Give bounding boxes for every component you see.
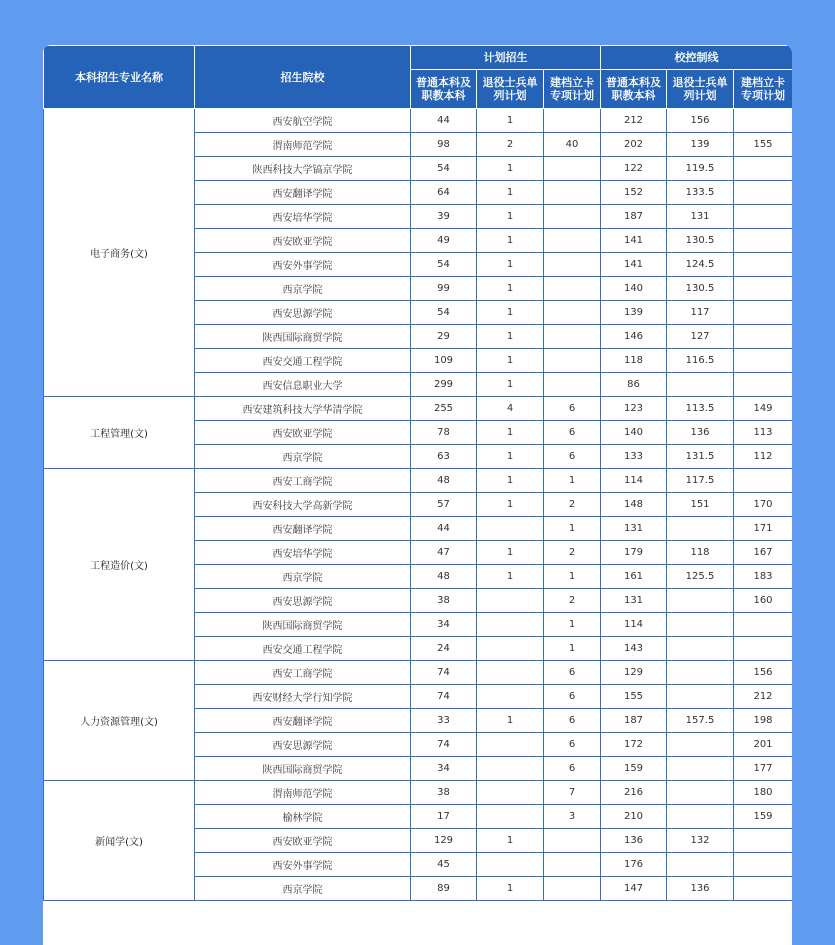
school-cell: 西安思源学院 xyxy=(195,589,411,613)
control-regular-cell: 114 xyxy=(601,469,667,493)
plan-regular-cell: 49 xyxy=(411,229,477,253)
control-regular-cell: 140 xyxy=(601,277,667,301)
table-header xyxy=(44,46,793,109)
header-control-group: 校控制线 xyxy=(601,46,793,70)
plan-veteran-cell: 1 xyxy=(477,541,544,565)
control-poverty-cell: 113 xyxy=(734,421,793,445)
header-plan-poverty: 建档立卡 专项计划 xyxy=(544,70,601,109)
control-regular-cell: 147 xyxy=(601,877,667,901)
school-cell: 西京学院 xyxy=(195,277,411,301)
plan-regular-cell: 48 xyxy=(411,565,477,589)
school-cell: 西安翻译学院 xyxy=(195,517,411,541)
plan-regular-cell: 109 xyxy=(411,349,477,373)
control-veteran-cell xyxy=(667,517,734,541)
control-regular-cell: 136 xyxy=(601,829,667,853)
school-cell: 西安外事学院 xyxy=(195,853,411,877)
control-regular-cell: 114 xyxy=(601,613,667,637)
control-regular-cell: 155 xyxy=(601,685,667,709)
plan-veteran-cell: 1 xyxy=(477,277,544,301)
control-veteran-cell xyxy=(667,805,734,829)
plan-veteran-cell xyxy=(477,781,544,805)
control-poverty-cell xyxy=(734,853,793,877)
control-veteran-cell: 133.5 xyxy=(667,181,734,205)
plan-veteran-cell: 1 xyxy=(477,373,544,397)
plan-regular-cell: 33 xyxy=(411,709,477,733)
control-regular-cell: 143 xyxy=(601,637,667,661)
plan-poverty-cell: 7 xyxy=(544,781,601,805)
major-cell: 工程造价(文) xyxy=(44,469,195,661)
plan-veteran-cell: 1 xyxy=(477,709,544,733)
school-cell: 西安外事学院 xyxy=(195,253,411,277)
school-cell: 陕西国际商贸学院 xyxy=(195,613,411,637)
plan-veteran-cell xyxy=(477,589,544,613)
control-veteran-cell: 130.5 xyxy=(667,229,734,253)
school-cell: 西安翻译学院 xyxy=(195,709,411,733)
plan-poverty-cell xyxy=(544,373,601,397)
plan-regular-cell: 29 xyxy=(411,325,477,349)
plan-veteran-cell: 1 xyxy=(477,469,544,493)
plan-veteran-cell: 2 xyxy=(477,133,544,157)
control-veteran-cell: 131.5 xyxy=(667,445,734,469)
control-poverty-cell: 170 xyxy=(734,493,793,517)
plan-regular-cell: 74 xyxy=(411,685,477,709)
control-regular-cell: 187 xyxy=(601,709,667,733)
plan-regular-cell: 54 xyxy=(411,253,477,277)
plan-poverty-cell xyxy=(544,253,601,277)
control-regular-cell: 123 xyxy=(601,397,667,421)
plan-poverty-cell: 1 xyxy=(544,613,601,637)
control-veteran-cell: 151 xyxy=(667,493,734,517)
plan-regular-cell: 57 xyxy=(411,493,477,517)
control-veteran-cell: 156 xyxy=(667,109,734,133)
control-veteran-cell xyxy=(667,781,734,805)
plan-regular-cell: 89 xyxy=(411,877,477,901)
plan-regular-cell: 45 xyxy=(411,853,477,877)
control-poverty-cell xyxy=(734,637,793,661)
plan-poverty-cell xyxy=(544,109,601,133)
control-veteran-cell: 113.5 xyxy=(667,397,734,421)
control-poverty-cell xyxy=(734,205,793,229)
school-cell: 西京学院 xyxy=(195,445,411,469)
control-veteran-cell: 139 xyxy=(667,133,734,157)
school-cell: 西安培华学院 xyxy=(195,541,411,565)
table-row xyxy=(44,397,793,421)
control-poverty-cell: 180 xyxy=(734,781,793,805)
control-veteran-cell: 119.5 xyxy=(667,157,734,181)
plan-poverty-cell: 40 xyxy=(544,133,601,157)
header-control-poverty: 建档立卡 专项计划 xyxy=(734,70,793,109)
control-regular-cell: 122 xyxy=(601,157,667,181)
plan-poverty-cell: 1 xyxy=(544,469,601,493)
control-regular-cell: 216 xyxy=(601,781,667,805)
plan-regular-cell: 78 xyxy=(411,421,477,445)
control-veteran-cell: 118 xyxy=(667,541,734,565)
control-poverty-cell: 160 xyxy=(734,589,793,613)
control-poverty-cell xyxy=(734,877,793,901)
control-regular-cell: 202 xyxy=(601,133,667,157)
plan-poverty-cell: 6 xyxy=(544,709,601,733)
header-plan-regular: 普通本科及 职教本科 xyxy=(411,70,477,109)
control-poverty-cell: 149 xyxy=(734,397,793,421)
control-regular-cell: 129 xyxy=(601,661,667,685)
control-regular-cell: 179 xyxy=(601,541,667,565)
header-control-veteran: 退役士兵单 列计划 xyxy=(667,70,734,109)
plan-poverty-cell xyxy=(544,157,601,181)
control-poverty-cell: 177 xyxy=(734,757,793,781)
control-poverty-cell: 212 xyxy=(734,685,793,709)
table-row xyxy=(44,109,793,133)
control-poverty-cell: 155 xyxy=(734,133,793,157)
plan-regular-cell: 299 xyxy=(411,373,477,397)
plan-veteran-cell xyxy=(477,517,544,541)
control-regular-cell: 133 xyxy=(601,445,667,469)
control-regular-cell: 210 xyxy=(601,805,667,829)
control-poverty-cell xyxy=(734,301,793,325)
control-poverty-cell xyxy=(734,469,793,493)
control-regular-cell: 131 xyxy=(601,589,667,613)
plan-veteran-cell: 1 xyxy=(477,829,544,853)
plan-poverty-cell xyxy=(544,349,601,373)
plan-regular-cell: 255 xyxy=(411,397,477,421)
plan-regular-cell: 64 xyxy=(411,181,477,205)
table-row xyxy=(44,469,793,493)
school-cell: 西安财经大学行知学院 xyxy=(195,685,411,709)
control-regular-cell: 146 xyxy=(601,325,667,349)
plan-regular-cell: 98 xyxy=(411,133,477,157)
school-cell: 渭南师范学院 xyxy=(195,781,411,805)
admission-table xyxy=(43,45,792,901)
school-cell: 榆林学院 xyxy=(195,805,411,829)
control-poverty-cell: 159 xyxy=(734,805,793,829)
plan-poverty-cell: 1 xyxy=(544,637,601,661)
plan-poverty-cell xyxy=(544,181,601,205)
plan-regular-cell: 54 xyxy=(411,157,477,181)
plan-veteran-cell xyxy=(477,757,544,781)
school-cell: 西安交通工程学院 xyxy=(195,637,411,661)
plan-veteran-cell: 1 xyxy=(477,205,544,229)
control-veteran-cell: 117.5 xyxy=(667,469,734,493)
plan-veteran-cell: 1 xyxy=(477,253,544,277)
control-veteran-cell: 157.5 xyxy=(667,709,734,733)
plan-poverty-cell xyxy=(544,853,601,877)
plan-veteran-cell: 1 xyxy=(477,325,544,349)
major-cell: 电子商务(文) xyxy=(44,109,195,397)
table-body xyxy=(44,109,793,901)
control-veteran-cell: 132 xyxy=(667,829,734,853)
plan-veteran-cell: 1 xyxy=(477,493,544,517)
control-poverty-cell xyxy=(734,373,793,397)
admission-table-card xyxy=(43,45,792,945)
table-row xyxy=(44,661,793,685)
control-poverty-cell: 112 xyxy=(734,445,793,469)
table-row xyxy=(44,781,793,805)
control-veteran-cell xyxy=(667,637,734,661)
plan-regular-cell: 38 xyxy=(411,589,477,613)
plan-regular-cell: 38 xyxy=(411,781,477,805)
plan-veteran-cell: 1 xyxy=(477,157,544,181)
header-major: 本科招生专业名称 xyxy=(44,46,195,109)
school-cell: 西安科技大学高新学院 xyxy=(195,493,411,517)
plan-poverty-cell: 6 xyxy=(544,421,601,445)
school-cell: 西安工商学院 xyxy=(195,469,411,493)
plan-poverty-cell: 1 xyxy=(544,565,601,589)
plan-regular-cell: 24 xyxy=(411,637,477,661)
plan-regular-cell: 39 xyxy=(411,205,477,229)
control-poverty-cell: 198 xyxy=(734,709,793,733)
control-poverty-cell: 201 xyxy=(734,733,793,757)
school-cell: 西安工商学院 xyxy=(195,661,411,685)
plan-poverty-cell: 6 xyxy=(544,397,601,421)
control-poverty-cell xyxy=(734,829,793,853)
school-cell: 陕西国际商贸学院 xyxy=(195,325,411,349)
plan-regular-cell: 48 xyxy=(411,469,477,493)
school-cell: 西安培华学院 xyxy=(195,205,411,229)
plan-poverty-cell xyxy=(544,229,601,253)
school-cell: 西安航空学院 xyxy=(195,109,411,133)
control-poverty-cell xyxy=(734,109,793,133)
control-regular-cell: 148 xyxy=(601,493,667,517)
control-veteran-cell xyxy=(667,685,734,709)
plan-veteran-cell: 1 xyxy=(477,565,544,589)
control-regular-cell: 118 xyxy=(601,349,667,373)
plan-veteran-cell: 1 xyxy=(477,877,544,901)
school-cell: 西安欧亚学院 xyxy=(195,421,411,445)
plan-veteran-cell: 1 xyxy=(477,301,544,325)
control-veteran-cell: 130.5 xyxy=(667,277,734,301)
plan-poverty-cell xyxy=(544,205,601,229)
school-cell: 西安欧亚学院 xyxy=(195,829,411,853)
plan-poverty-cell: 6 xyxy=(544,685,601,709)
control-regular-cell: 141 xyxy=(601,253,667,277)
plan-regular-cell: 74 xyxy=(411,661,477,685)
plan-regular-cell: 129 xyxy=(411,829,477,853)
control-poverty-cell: 171 xyxy=(734,517,793,541)
control-poverty-cell xyxy=(734,325,793,349)
plan-veteran-cell xyxy=(477,733,544,757)
plan-poverty-cell xyxy=(544,877,601,901)
control-regular-cell: 172 xyxy=(601,733,667,757)
control-regular-cell: 161 xyxy=(601,565,667,589)
plan-poverty-cell: 2 xyxy=(544,589,601,613)
control-veteran-cell xyxy=(667,757,734,781)
control-poverty-cell xyxy=(734,253,793,277)
control-regular-cell: 152 xyxy=(601,181,667,205)
plan-veteran-cell xyxy=(477,613,544,637)
control-veteran-cell xyxy=(667,589,734,613)
control-poverty-cell xyxy=(734,349,793,373)
plan-poverty-cell: 6 xyxy=(544,445,601,469)
school-cell: 西安欧亚学院 xyxy=(195,229,411,253)
school-cell: 陕西国际商贸学院 xyxy=(195,757,411,781)
plan-poverty-cell: 1 xyxy=(544,517,601,541)
control-regular-cell: 86 xyxy=(601,373,667,397)
control-veteran-cell: 117 xyxy=(667,301,734,325)
plan-poverty-cell: 6 xyxy=(544,757,601,781)
plan-poverty-cell xyxy=(544,301,601,325)
plan-poverty-cell: 2 xyxy=(544,541,601,565)
plan-veteran-cell xyxy=(477,661,544,685)
plan-poverty-cell: 6 xyxy=(544,661,601,685)
school-cell: 西京学院 xyxy=(195,565,411,589)
school-cell: 西安思源学院 xyxy=(195,301,411,325)
control-poverty-cell xyxy=(734,157,793,181)
school-cell: 渭南师范学院 xyxy=(195,133,411,157)
header-plan-group: 计划招生 xyxy=(411,46,601,70)
plan-regular-cell: 54 xyxy=(411,301,477,325)
plan-poverty-cell: 3 xyxy=(544,805,601,829)
control-poverty-cell xyxy=(734,229,793,253)
plan-veteran-cell: 1 xyxy=(477,421,544,445)
header-control-regular: 普通本科及 职教本科 xyxy=(601,70,667,109)
school-cell: 西安交通工程学院 xyxy=(195,349,411,373)
control-regular-cell: 159 xyxy=(601,757,667,781)
school-cell: 西安思源学院 xyxy=(195,733,411,757)
control-regular-cell: 139 xyxy=(601,301,667,325)
plan-regular-cell: 44 xyxy=(411,109,477,133)
control-regular-cell: 140 xyxy=(601,421,667,445)
control-veteran-cell: 116.5 xyxy=(667,349,734,373)
control-veteran-cell: 136 xyxy=(667,421,734,445)
plan-veteran-cell: 1 xyxy=(477,445,544,469)
plan-regular-cell: 34 xyxy=(411,757,477,781)
control-poverty-cell: 156 xyxy=(734,661,793,685)
plan-poverty-cell xyxy=(544,829,601,853)
control-veteran-cell: 125.5 xyxy=(667,565,734,589)
control-poverty-cell xyxy=(734,613,793,637)
plan-veteran-cell: 1 xyxy=(477,229,544,253)
control-poverty-cell: 167 xyxy=(734,541,793,565)
control-poverty-cell: 183 xyxy=(734,565,793,589)
plan-veteran-cell: 4 xyxy=(477,397,544,421)
control-regular-cell: 176 xyxy=(601,853,667,877)
school-cell: 西安建筑科技大学华清学院 xyxy=(195,397,411,421)
major-cell: 新闻学(文) xyxy=(44,781,195,901)
plan-regular-cell: 99 xyxy=(411,277,477,301)
header-plan-veteran: 退役士兵单 列计划 xyxy=(477,70,544,109)
control-veteran-cell xyxy=(667,373,734,397)
school-cell: 西京学院 xyxy=(195,877,411,901)
control-poverty-cell xyxy=(734,181,793,205)
plan-poverty-cell xyxy=(544,277,601,301)
plan-regular-cell: 34 xyxy=(411,613,477,637)
major-cell: 人力资源管理(文) xyxy=(44,661,195,781)
header-school: 招生院校 xyxy=(195,46,411,109)
control-veteran-cell xyxy=(667,853,734,877)
control-veteran-cell xyxy=(667,661,734,685)
plan-regular-cell: 47 xyxy=(411,541,477,565)
control-regular-cell: 187 xyxy=(601,205,667,229)
control-regular-cell: 131 xyxy=(601,517,667,541)
plan-regular-cell: 17 xyxy=(411,805,477,829)
control-veteran-cell xyxy=(667,733,734,757)
plan-regular-cell: 44 xyxy=(411,517,477,541)
plan-veteran-cell xyxy=(477,853,544,877)
plan-regular-cell: 74 xyxy=(411,733,477,757)
school-cell: 西安翻译学院 xyxy=(195,181,411,205)
plan-poverty-cell: 6 xyxy=(544,733,601,757)
plan-regular-cell: 63 xyxy=(411,445,477,469)
plan-veteran-cell xyxy=(477,685,544,709)
control-veteran-cell: 136 xyxy=(667,877,734,901)
school-cell: 西安信息职业大学 xyxy=(195,373,411,397)
control-veteran-cell xyxy=(667,613,734,637)
control-regular-cell: 141 xyxy=(601,229,667,253)
plan-veteran-cell: 1 xyxy=(477,349,544,373)
control-veteran-cell: 127 xyxy=(667,325,734,349)
school-cell: 陕西科技大学镐京学院 xyxy=(195,157,411,181)
control-regular-cell: 212 xyxy=(601,109,667,133)
control-poverty-cell xyxy=(734,277,793,301)
control-veteran-cell: 131 xyxy=(667,205,734,229)
plan-veteran-cell xyxy=(477,805,544,829)
major-cell: 工程管理(文) xyxy=(44,397,195,469)
control-veteran-cell: 124.5 xyxy=(667,253,734,277)
plan-poverty-cell: 2 xyxy=(544,493,601,517)
plan-poverty-cell xyxy=(544,325,601,349)
plan-veteran-cell xyxy=(477,637,544,661)
plan-veteran-cell: 1 xyxy=(477,181,544,205)
plan-veteran-cell: 1 xyxy=(477,109,544,133)
